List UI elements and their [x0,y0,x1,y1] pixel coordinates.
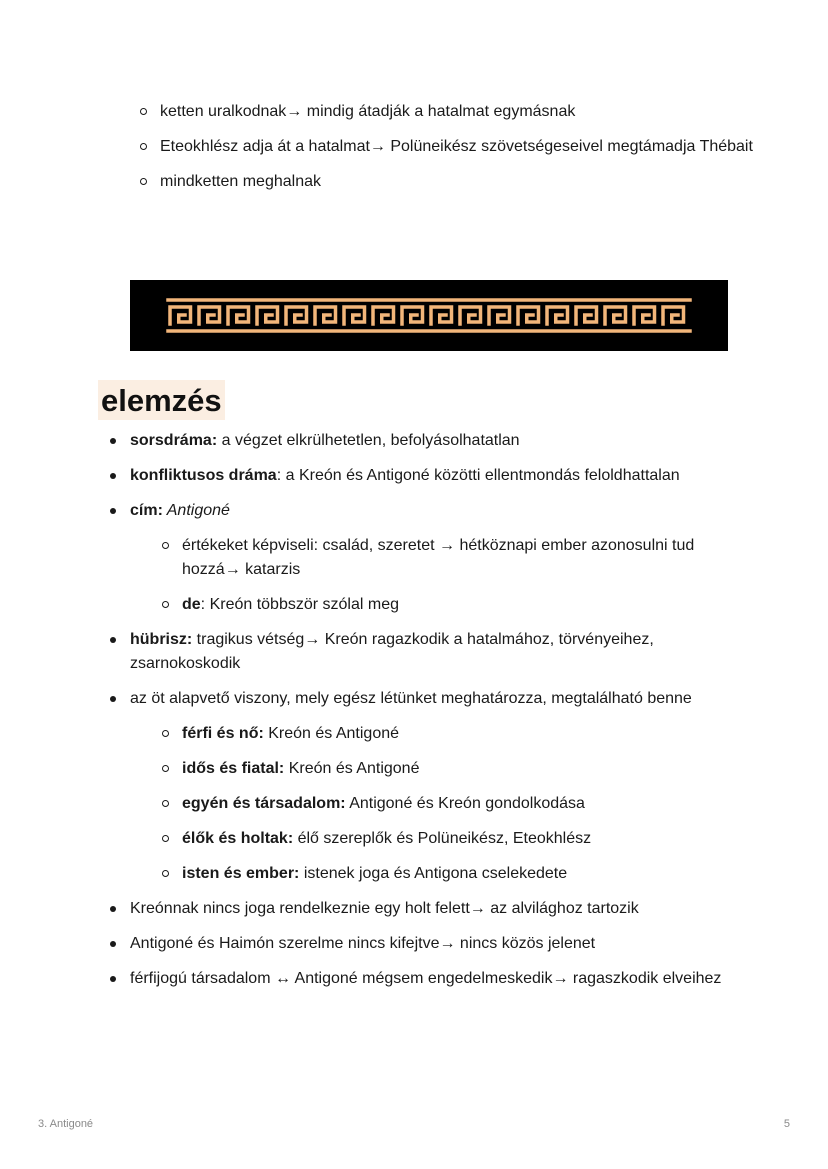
footer-page-number: 5 [783,1118,790,1130]
sub-list-item: isten és ember: istenek joga és Antigona cselekedete [160,862,728,886]
analysis-bullet-list [108,429,728,1002]
list-item-konfliktusos-drama: konfliktusos dráma: a Kreón és Antigoné közötti ellentmondás feloldhattalan [108,464,728,488]
top-bullet-list [138,100,758,205]
sub-list-item: élők és holtak: élő szereplők és Polüneikész, Eteokhlész [160,827,728,851]
viszony-sub-list [160,722,728,886]
sub-list-item: értékeket képviseli: család, szeretet → hétköznapi ember azonosulni tud hozzá→ katarzis [160,534,728,582]
sub-list-item: férfi és nő: Kreón és Antigoné [160,722,728,746]
list-item-ferfijogu: férfijogú társadalom ↔ Antigoné mégsem engedelmeskedik→ ragaszkodik elveihez [108,967,728,991]
list-item: mindketten meghalnak [138,170,758,194]
list-item-sorsdrama: sorsdráma: a végzet elkrülhetetlen, befolyásolhatatlan [108,429,728,453]
sub-list-item: idős és fiatal: Kreón és Antigoné [160,757,728,781]
list-item-cim: cím: Antigoné értékeket képviseli: család, szeretet → hétköznapi ember azonosulni tud hozzá→ katarzis de: Kreón többször szólal meg [108,499,728,617]
list-item: Eteokhlész adja át a hatalmat→ Polüneikész szövetségeseivel megtámadja Thébait [138,135,758,159]
cim-sub-list [160,534,728,617]
sub-list-item: de: Kreón többször szólal meg [160,593,728,617]
list-item-haimon: Antigoné és Haimón szerelme nincs kifejtve→ nincs közös jelenet [108,932,728,956]
footer-chapter-title: 3. Antigoné [38,1118,94,1130]
section-heading: elemzés [98,380,225,420]
greek-key-pattern-icon [130,280,728,351]
greek-key-banner-image [130,280,728,351]
sub-list-item: egyén és társadalom: Antigoné és Kreón gondolkodása [160,792,728,816]
list-item-hubrisz: hübrisz: tragikus vétség→ Kreón ragazkodik a hatalmához, törvényeihez, zsarnokoskodik [108,628,728,676]
list-item-kreon-nincs-joga: Kreónnak nincs joga rendelkeznie egy holt felett→ az alvilághoz tartozik [108,897,728,921]
list-item: ketten uralkodnak→ mindig átadják a hatalmat egymásnak [138,100,758,124]
list-item-ot-viszony: az öt alapvető viszony, mely egész létünket meghatározza, megtalálható benne férfi és nő: Kreón és Antigoné idős és fiatal: Kreón és Antigoné egyén és társadalom: Antigoné és Kreón gondolkodása élők és holtak: élő szereplők és Polüneikész, Eteokhlész isten és ember: istenek joga és Antigona cselekedete [108,687,728,886]
